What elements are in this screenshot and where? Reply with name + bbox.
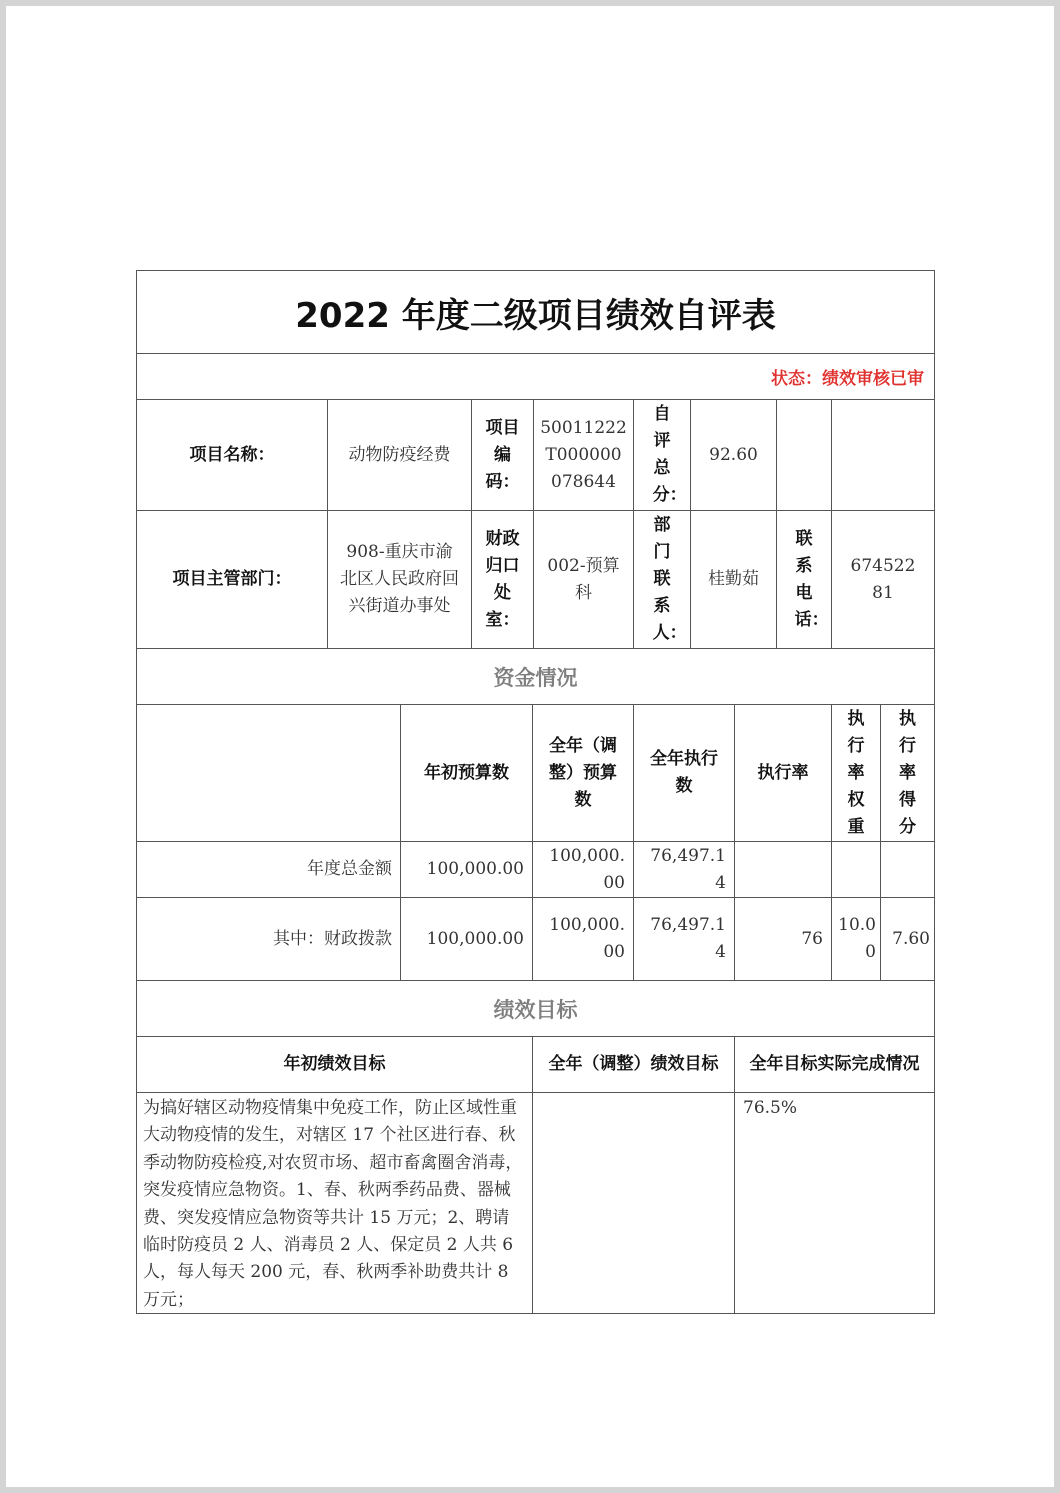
funds-section-title: 资金情况 — [136, 648, 935, 705]
empty-cell — [776, 399, 832, 511]
funds-row-rate-weight: 10.00 — [831, 897, 881, 981]
adjusted-budget-header: 全年（调整）预算数 — [532, 704, 634, 842]
phone-value: 67452281 — [831, 510, 935, 649]
page — [6, 6, 1054, 1487]
funds-header-blank — [136, 704, 401, 842]
phone-label — [776, 510, 832, 649]
contact-label — [633, 510, 691, 649]
contact-label-text: 部门联系人： — [652, 515, 687, 643]
actual-completion-text: 76.5% — [734, 1092, 935, 1314]
funds-row-initial-budget: 100,000.00 — [400, 897, 533, 981]
initial-goal-header: 年初绩效目标 — [136, 1036, 533, 1093]
initial-budget-header: 年初预算数 — [400, 704, 533, 842]
rate-score-header — [880, 704, 935, 842]
project-name-label: 项目名称： — [136, 399, 328, 511]
rate-score-header-text: 执行率得分 — [899, 708, 916, 837]
funds-row-executed: 76,497.14 — [633, 897, 735, 981]
contact-value: 桂勤茹 — [690, 510, 777, 649]
execution-rate-header: 执行率 — [734, 704, 832, 842]
adjusted-goal-header: 全年（调整）绩效目标 — [532, 1036, 735, 1093]
adjusted-goal-text — [532, 1092, 735, 1314]
rate-weight-header-text: 执行率权重 — [847, 708, 865, 837]
funds-row-label: 其中：财政拨款 — [136, 897, 401, 981]
dept-label: 项目主管部门： — [136, 510, 328, 649]
self-score-value: 92.60 — [690, 399, 777, 511]
project-code-label-text: 项目编码： — [485, 417, 520, 492]
rate-weight-header — [831, 704, 881, 842]
status-text: 状态：绩效审核已审 — [136, 353, 935, 400]
form-title: 2022 年度二级项目绩效自评表 — [136, 270, 935, 354]
executed-header: 全年执行数 — [633, 704, 735, 842]
funds-row-execution-rate — [734, 841, 832, 898]
funds-row-rate-score: 7.60 — [880, 897, 935, 981]
funds-row-rate-weight — [831, 841, 881, 898]
self-score-label — [633, 399, 691, 511]
finance-office-label-text: 财政归口处室： — [485, 528, 520, 630]
finance-office-value: 002-预算科 — [533, 510, 634, 649]
dept-value: 908-重庆市渝北区人民政府回兴街道办事处 — [327, 510, 472, 649]
finance-office-label — [471, 510, 534, 649]
self-score-label-text: 自评总分： — [652, 404, 687, 505]
actual-completion-header: 全年目标实际完成情况 — [734, 1036, 935, 1093]
funds-row-rate-score — [880, 841, 935, 898]
empty-cell — [831, 399, 935, 511]
initial-goal-text: 为搞好辖区动物疫情集中免疫工作，防止区域性重大动物疫情的发生，对辖区 17 个社区进行春、秋季动物防疫检疫,对农贸市场、超市畜禽圈舍消毒，突发疫情应急物资。1、春、秋两季药品费、器械费、突发疫情应急物资等共计 15 万元；2、聘请临时防疫员 2 人、消毒员 2 人、保定员 2 人共 6 人，每人每天 200 元，春、秋两季补助费共计 8 万元； — [136, 1092, 533, 1314]
project-code-value: 50011222T000000078644 — [533, 399, 634, 511]
phone-label-text: 联系电话： — [794, 528, 829, 630]
funds-row-label: 年度总金额 — [136, 841, 401, 898]
funds-row-initial-budget: 100,000.00 — [400, 841, 533, 898]
funds-row-executed: 76,497.14 — [633, 841, 735, 898]
project-name-value: 动物防疫经费 — [327, 399, 472, 511]
funds-row-execution-rate: 76 — [734, 897, 832, 981]
funds-row-adjusted-budget: 100,000.00 — [532, 841, 634, 898]
goals-section-title: 绩效目标 — [136, 980, 935, 1037]
project-code-label — [471, 399, 534, 511]
funds-row-adjusted-budget: 100,000.00 — [532, 897, 634, 981]
